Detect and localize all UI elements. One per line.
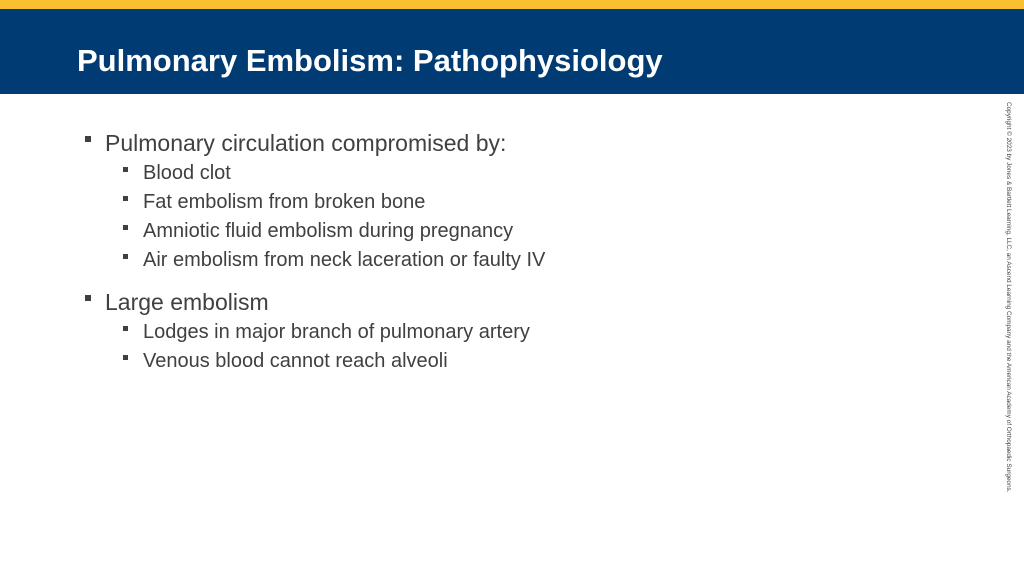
- bullet-text: Lodges in major branch of pulmonary artery: [143, 321, 530, 343]
- square-bullet-icon: [123, 326, 128, 331]
- slide-body: [85, 128, 965, 376]
- bullet-text: Blood clot: [143, 162, 231, 184]
- bullet-text: Pulmonary circulation compromised by:: [105, 130, 507, 156]
- square-bullet-icon: [123, 225, 128, 230]
- bullet-text: Large embolism: [105, 289, 269, 315]
- bullet-level1: [85, 128, 965, 159]
- square-bullet-icon: [123, 167, 128, 172]
- bullet-text: Fat embolism from broken bone: [143, 191, 426, 213]
- bullet-level2: [123, 246, 965, 275]
- square-bullet-icon: [123, 196, 128, 201]
- slide-title: Pulmonary Embolism: Pathophysiology: [77, 43, 663, 78]
- bullet-group-large-embolism: [85, 287, 965, 376]
- bullet-level2: [123, 318, 965, 347]
- title-bar: [0, 9, 1024, 94]
- square-bullet-icon: [123, 254, 128, 259]
- bullet-level2: [123, 347, 965, 376]
- square-bullet-icon: [123, 355, 128, 360]
- square-bullet-icon: [85, 295, 91, 301]
- bullet-level1: [85, 287, 965, 318]
- copyright-notice: Copyright © 2023 by Jones & Bartlett Learning, LLC, an Ascend Learning Company and the American Academy of Orthopaedic Surgeons.: [1005, 102, 1012, 493]
- bullet-level2: [123, 217, 965, 246]
- bullet-level2: [123, 188, 965, 217]
- bullet-text: Amniotic fluid embolism during pregnancy: [143, 220, 514, 242]
- bullet-level2: [123, 159, 965, 188]
- square-bullet-icon: [85, 136, 91, 142]
- top-accent-stripe: [0, 0, 1024, 9]
- bullet-text: Air embolism from neck laceration or faulty IV: [143, 249, 546, 271]
- bullet-text: Venous blood cannot reach alveoli: [143, 350, 448, 372]
- bullet-group-circulation: [85, 128, 965, 275]
